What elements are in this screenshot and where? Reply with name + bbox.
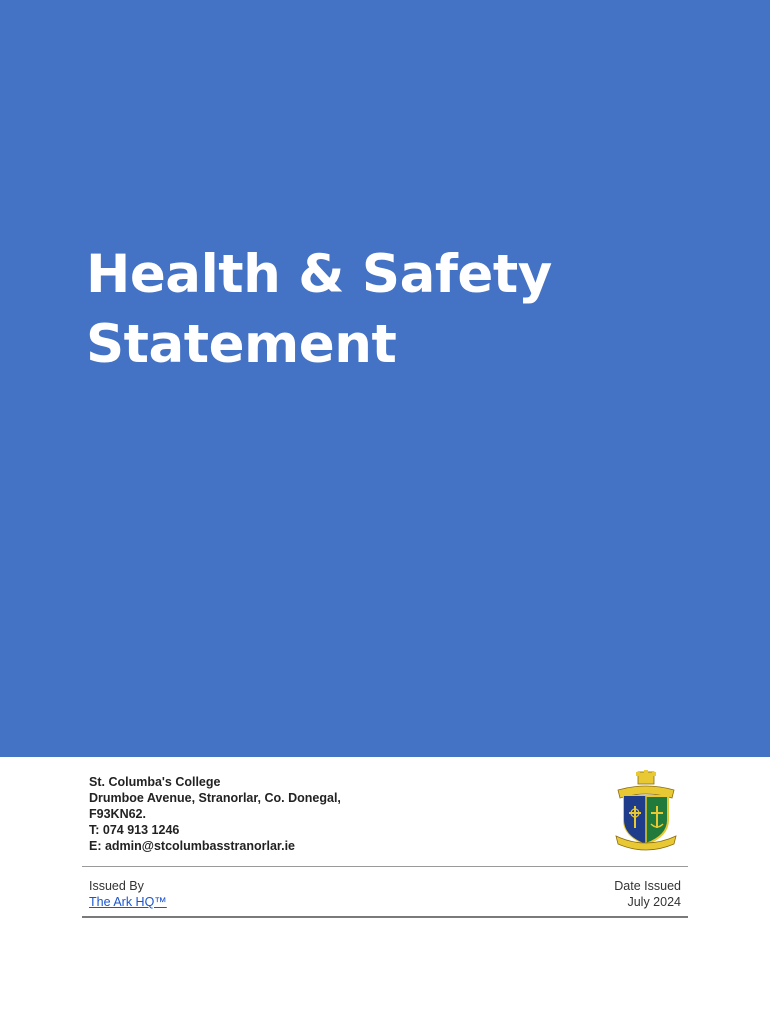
- issued-by-block: [89, 878, 167, 910]
- document-title: [86, 240, 646, 380]
- school-crest-icon: [612, 770, 680, 852]
- address-line-2: F93KN62.: [89, 807, 146, 821]
- title-line-1: Health & Safety: [86, 244, 552, 305]
- date-issued-block: [614, 878, 681, 910]
- date-issued-label: Date Issued: [614, 879, 681, 893]
- school-name: St. Columba's College: [89, 775, 221, 789]
- title-line-2: Statement: [86, 314, 397, 375]
- phone-number: T: 074 913 1246: [89, 823, 180, 837]
- bottom-divider: [82, 916, 688, 918]
- school-address-block: [89, 774, 341, 854]
- email-address: E: admin@stcolumbasstranorlar.ie: [89, 839, 295, 853]
- date-issued-value: July 2024: [627, 895, 681, 909]
- issuer-link[interactable]: The Ark HQ™: [89, 895, 167, 909]
- address-line-1: Drumboe Avenue, Stranorlar, Co. Donegal,: [89, 791, 341, 805]
- top-divider: [82, 866, 688, 867]
- issued-by-label: Issued By: [89, 879, 144, 893]
